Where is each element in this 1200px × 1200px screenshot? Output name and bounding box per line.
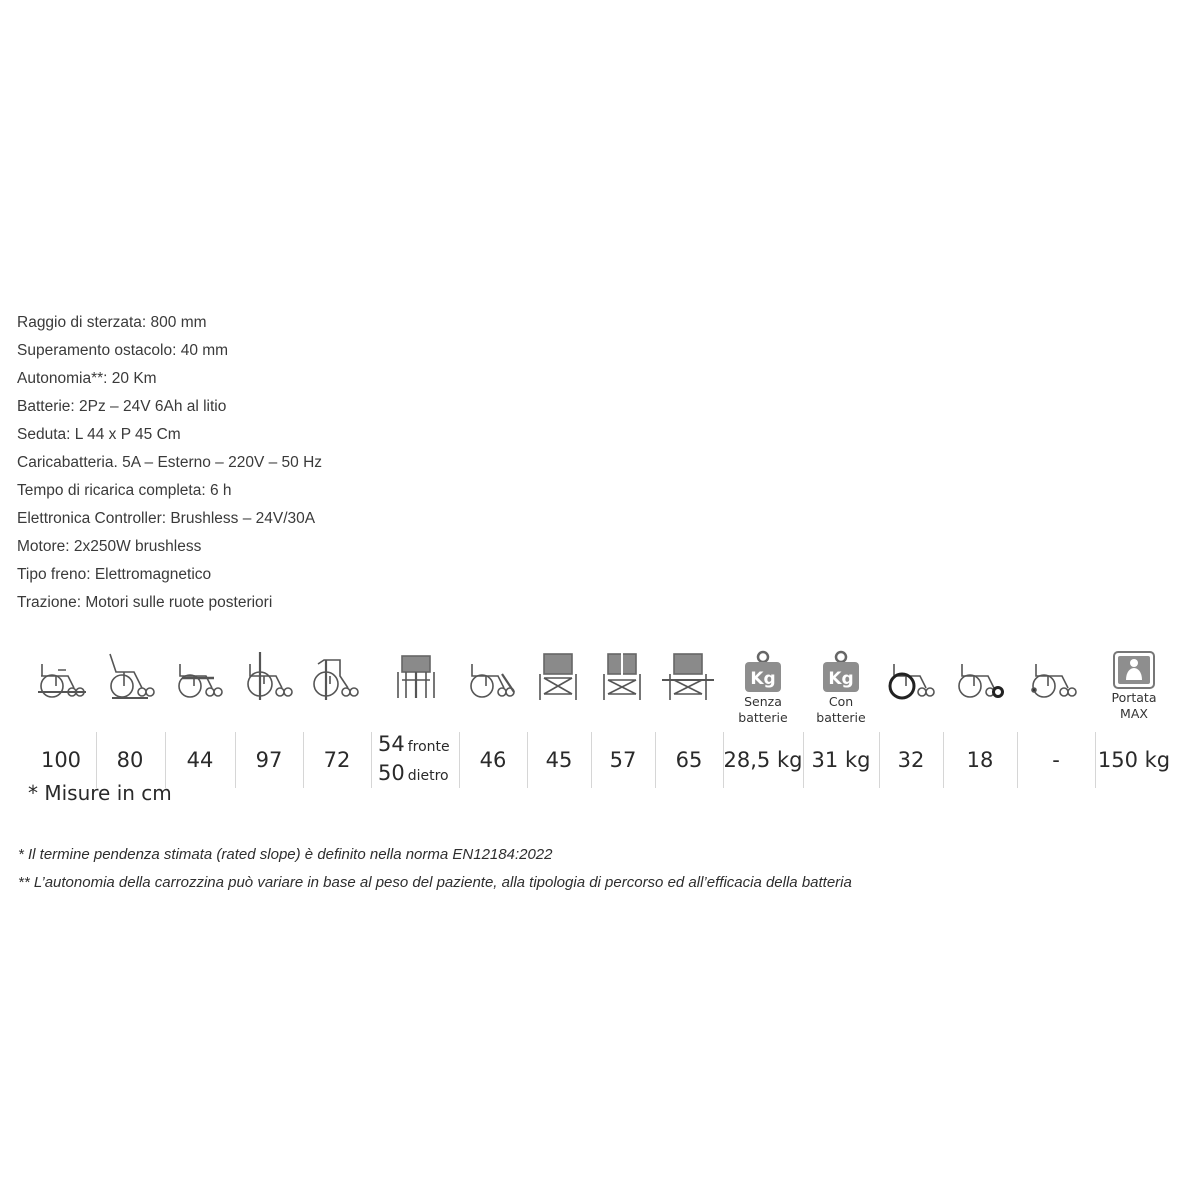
value-height-folded: 72: [323, 748, 351, 772]
measure-note: * Misure in cm: [28, 781, 172, 805]
value-backrest-height: 45: [545, 748, 573, 772]
value-total-width: 65: [675, 748, 703, 772]
weight-with-battery-icon: [815, 650, 867, 740]
max-load-caption-1: Portata: [1111, 690, 1157, 705]
dimension-icons-row: [0, 650, 1200, 740]
value-rear-wheel: 32: [897, 748, 925, 772]
length-icon: [36, 650, 88, 740]
value-seat-height-front: 54 fronte: [378, 732, 450, 756]
spec-autonomy: Autonomia**: 20 Km: [17, 370, 157, 387]
max-load-caption-2: MAX: [1120, 706, 1148, 721]
value-height: 97: [255, 748, 283, 772]
spec-charger: Caricabatteria. 5A – Esterno – 220V – 50 Hz: [17, 454, 323, 471]
spec-traction: Trazione: Motori sulle ruote posteriori: [17, 594, 273, 611]
seat-width-icon: [174, 650, 226, 740]
value-length: 100: [40, 748, 82, 772]
value-max-load: 150 kg: [1097, 748, 1171, 772]
spec-list: [17, 309, 322, 617]
weight-no-battery-badge: Kg: [750, 669, 776, 689]
folded-length-icon: [104, 650, 156, 740]
value-seat-height: [378, 732, 460, 788]
spec-obstacle: Superamento ostacolo: 40 mm: [17, 342, 229, 359]
max-load-icon: [1106, 650, 1162, 740]
spec-brake: Tipo freno: Elettromagnetico: [17, 566, 212, 583]
seat-height-icon: [392, 650, 440, 740]
footnote-autonomy: ** L’autonomia della carrozzina può variare in base al peso del paziente, alla tipologia di percorso ed all’efficacia della batteria: [18, 874, 852, 891]
weight-with-battery-badge: Kg: [828, 669, 854, 689]
weight-with-battery-caption-1: Con: [828, 694, 854, 709]
footnote-rated-slope: * Il termine pendenza stimata (rated slope) è definito nella norma EN12184:2022: [18, 846, 553, 863]
height-icon: [242, 650, 294, 740]
dimension-values-row: [0, 732, 1200, 788]
backrest-height-icon: [536, 650, 580, 740]
total-width-icon: [662, 650, 714, 740]
value-seat-height-rear: 50 dietro: [378, 761, 449, 785]
spec-charge-time: Tempo di ricarica completa: 6 h: [17, 482, 232, 499]
spec-motor: Motore: 2x250W brushless: [17, 538, 202, 555]
backrest-width-icon: [600, 650, 644, 740]
weight-no-battery-icon: [737, 650, 789, 740]
spec-seat: Seduta: L 44 x P 45 Cm: [17, 426, 181, 443]
value-weight-with-battery: 31 kg: [811, 748, 871, 772]
value-backrest-width: 57: [609, 748, 637, 772]
wheelchair-icon: [1028, 650, 1080, 740]
value-seat-width: 44: [186, 748, 214, 772]
front-wheel-icon: [954, 650, 1006, 740]
spec-batteries: Batterie: 2Pz – 24V 6Ah al litio: [17, 398, 227, 415]
spec-controller: Elettronica Controller: Brushless – 24V/30A: [17, 510, 316, 527]
seat-depth-icon: [466, 650, 518, 740]
value-length-folded: 80: [116, 748, 144, 772]
weight-with-battery-caption-2: batterie: [816, 710, 866, 725]
value-weight-no-battery: 28,5 kg: [723, 748, 803, 772]
spec-turning-radius: Raggio di sterzata: 800 mm: [17, 314, 207, 331]
weight-no-battery-caption-2: batterie: [738, 710, 788, 725]
rear-wheel-icon: [886, 650, 938, 740]
value-front-wheel: 18: [966, 748, 994, 772]
value-seat-depth: 46: [479, 748, 507, 772]
weight-no-battery-caption-1: Senza: [744, 694, 782, 709]
folded-height-icon: [310, 650, 362, 740]
value-other: -: [1052, 748, 1060, 772]
